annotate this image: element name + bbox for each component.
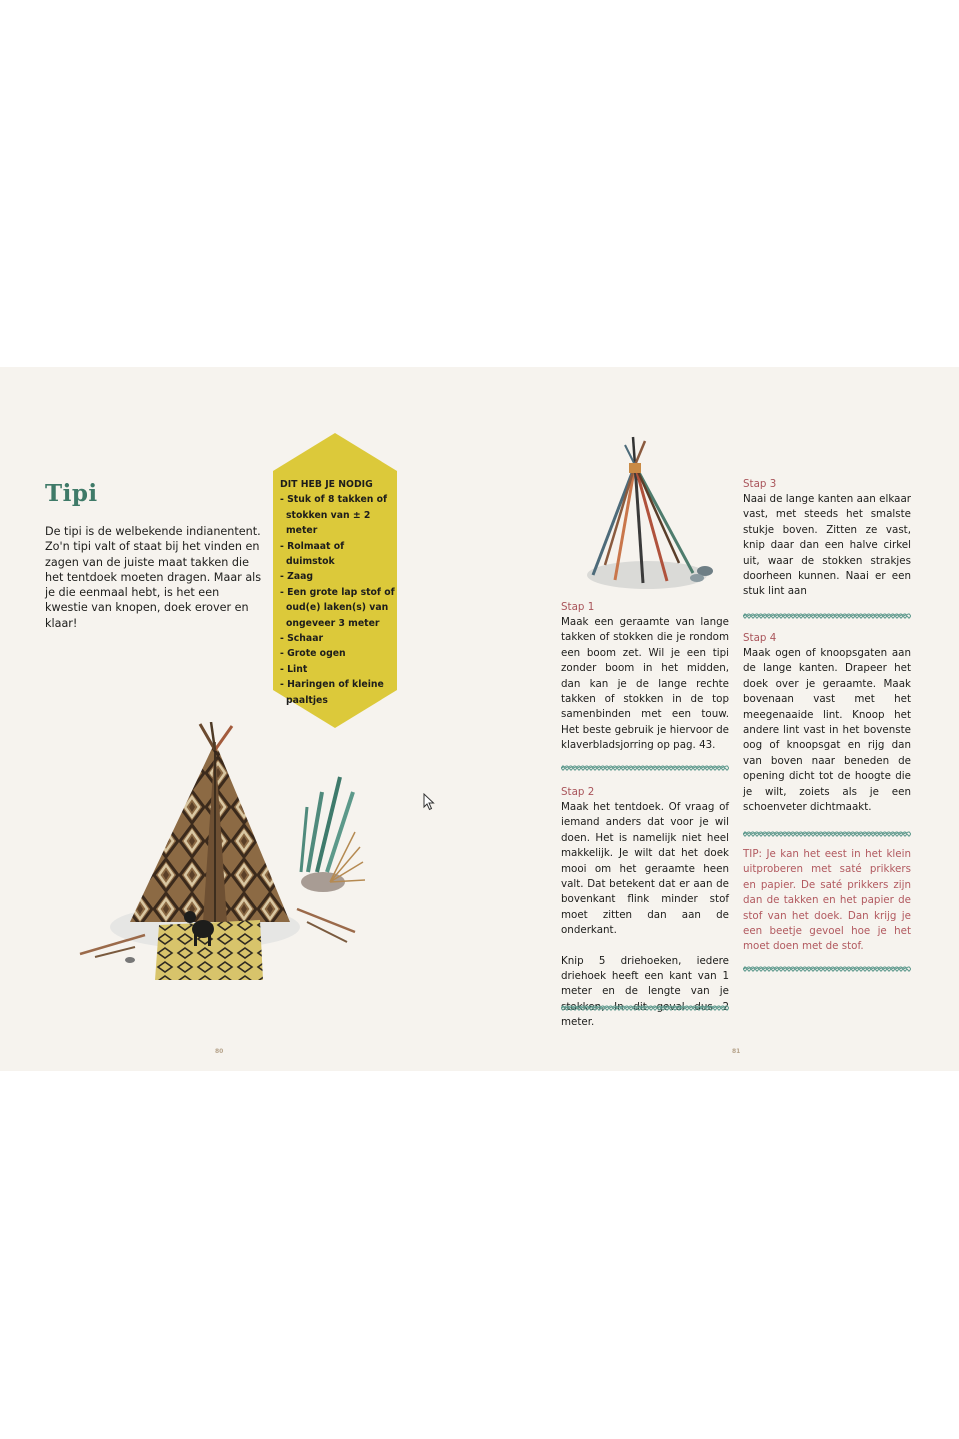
steps-column-left	[561, 600, 729, 754]
divider-zigzag	[743, 831, 911, 837]
needs-item: - Rolmaat of duimstok	[280, 540, 345, 568]
step-2-text-extra: Knip 5 driehoeken, iedere driehoek heeft een kant van 1 meter en de lengte van je stokken, In dit geval dus 2 meter.	[561, 954, 729, 1029]
divider-zigzag	[561, 1005, 729, 1011]
needs-heading: DIT HEB JE NODIG	[280, 479, 373, 490]
page-number-right: 81	[732, 1048, 741, 1055]
page-title: Tipi	[45, 480, 98, 507]
tipi-frame-illustration	[585, 435, 720, 593]
step-2-text: Maak het tentdoek. Of vraag of iemand anders dat voor je wil doen. Het is namelijk niet heel makkelijk. Je wilt dat het doek mooi om het geraamte heen valt. Dat betekent dat er aan de bovenkant flink minder stof moet zitten dan aan de onderkant.	[561, 801, 729, 937]
steps-column-right	[743, 477, 911, 600]
intro-text: De tipi is de welbekende indianentent. Zo'n tipi valt of staat bij het vinden en zagen van de juiste maat takken die het tentdoek moeten dragen. Maar als je die eenmaal hebt, is het een kwestie van knopen, doek erover en klaar!	[45, 525, 262, 630]
step-1-text: Maak een geraamte van lange takken of stokken die je rondom een boom zet. Wil je een tipi zonder boom in het midden, dan kan je de lange rechte takken of stokken in de top samenbinden met een touw. Het beste gebruik je hiervoor de klaverbladsjorring op pag. 43.	[561, 616, 729, 752]
needs-item: - Lint	[280, 663, 308, 675]
divider-zigzag	[561, 765, 729, 771]
needs-item: - Grote ogen	[280, 648, 346, 660]
step-4-title: Stap 4	[743, 632, 777, 644]
divider-zigzag	[743, 613, 911, 619]
step-1-title: Stap 1	[561, 601, 595, 613]
needs-item: - Schaar	[280, 633, 324, 645]
mouse-pointer-icon	[423, 793, 435, 811]
steps-column-right-2	[743, 631, 911, 815]
needs-list	[280, 477, 396, 708]
needs-item: - Een grote lap stof of oud(e) laken(s) van ongeveer 3 meter	[280, 586, 395, 629]
steps-column-left-2	[561, 785, 729, 1031]
tip-box	[743, 847, 911, 955]
needs-item: - Haringen of kleine paaltjes	[280, 679, 384, 706]
divider-zigzag	[743, 966, 911, 972]
needs-item: - Zaag	[280, 571, 314, 583]
tipi-illustration	[75, 722, 365, 987]
step-4-text: Maak ogen of knoopsgaten aan de lange kanten. Drapeer het doek over je geraamte. Maak bovenaan vast met het meegenaaide lint. Knoop het andere lint vast in het bovenste oog of knoopsgat en rijg dan van boven naar beneden de opening dicht tot de hoogte die je wilt, zoiets als je een schoenveter dichtmaakt.	[743, 647, 911, 814]
needs-item: - Stuk of 8 takken of stokken van ± 2 meter	[280, 494, 388, 537]
step-3-title: Stap 3	[743, 478, 777, 490]
tip-text: TIP: Je kan het eest in het klein uitproberen met saté prikkers en papier. De saté prikkers zijn dan de takken en het papier de stof van het doek. Dan krijg je een beetje gevoel hoe je het moet doen met de stof.	[743, 848, 911, 953]
step-3-text: Naai de lange kanten aan elkaar vast, met steeds het smalste stukje boven. Zitten ze vast, knip daar dan een halve cirkel uit, waar de stokken strakjes doorheen kunnen. Naai er een stuk lint aan	[743, 493, 911, 598]
step-2-title: Stap 2	[561, 786, 595, 798]
page-number-left: 80	[215, 1048, 224, 1055]
